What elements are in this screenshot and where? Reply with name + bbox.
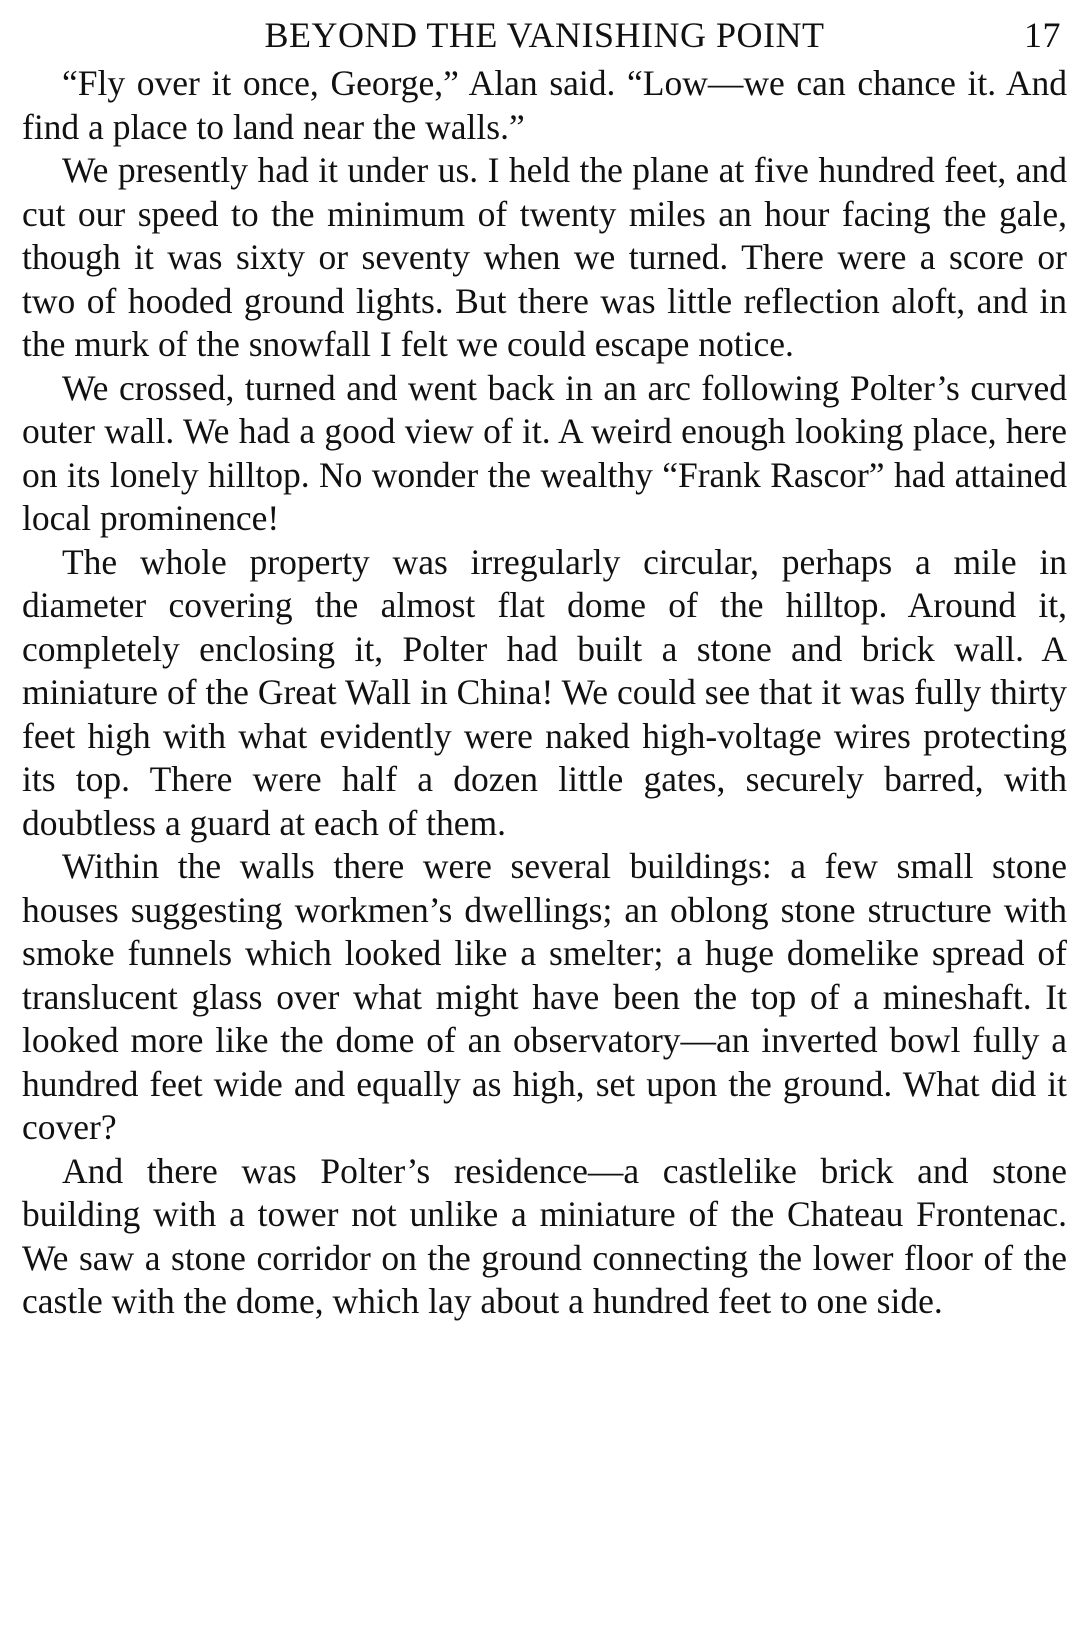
running-title: BEYOND THE VANISHING POINT [264, 15, 825, 55]
paragraph: And there was Polter’s residence—a castlelike brick and stone building with a tower not unlike a miniature of the Chateau Frontenac. We saw a stone corridor on the ground connecting the lower floor of the castle with the dome, which lay about a hundred feet to one side. [22, 1150, 1067, 1321]
paragraph: The whole property was irregularly circular, perhaps a mile in diameter covering the almost flat dome of the hilltop. Around it, completely enclosing it, Polter had built a stone and brick wall. A miniature of the Great Wall in China! We could see that it was fully thirty feet high with what evidently were naked high-voltage wires protecting its top. There were half a dozen little gates, securely barred, with doubtless a guard at each of them. [22, 541, 1067, 843]
paragraph: “Fly over it once, George,” Alan said. “Low—we can chance it. And find a place to land near the walls.” [22, 63, 1067, 147]
paragraph: Within the walls there were several buildings: a few small stone houses suggesting workmen’s dwellings; an oblong stone structure with smoke funnels which looked like a smelter; a huge domelike spread of translucent glass over what might have been the top of a mineshaft. It looked more like the dome of an observatory—an inverted bowl fully a hundred feet wide and equally as high, set upon the ground. What did it cover? [22, 846, 1067, 1147]
paragraph: We presently had it under us. I held the plane at five hundred feet, and cut our speed to the minimum of twenty miles an hour facing the gale, though it was sixty or seventy when we turned. There were a score or two of hooded ground lights. But there was little reflection aloft, and in the murk of the snowfall I felt we could escape notice. [22, 150, 1067, 364]
page-number: 17 [1024, 15, 1061, 55]
body-text [22, 62, 1067, 1324]
paragraph: We crossed, turned and went back in an arc following Polter’s curved outer wall. We had a good view of it. A weird enough looking place, here on its lonely hilltop. No wonder the wealthy “Frank Rascor” had attained local prominence! [22, 367, 1067, 538]
running-header [22, 8, 1067, 62]
